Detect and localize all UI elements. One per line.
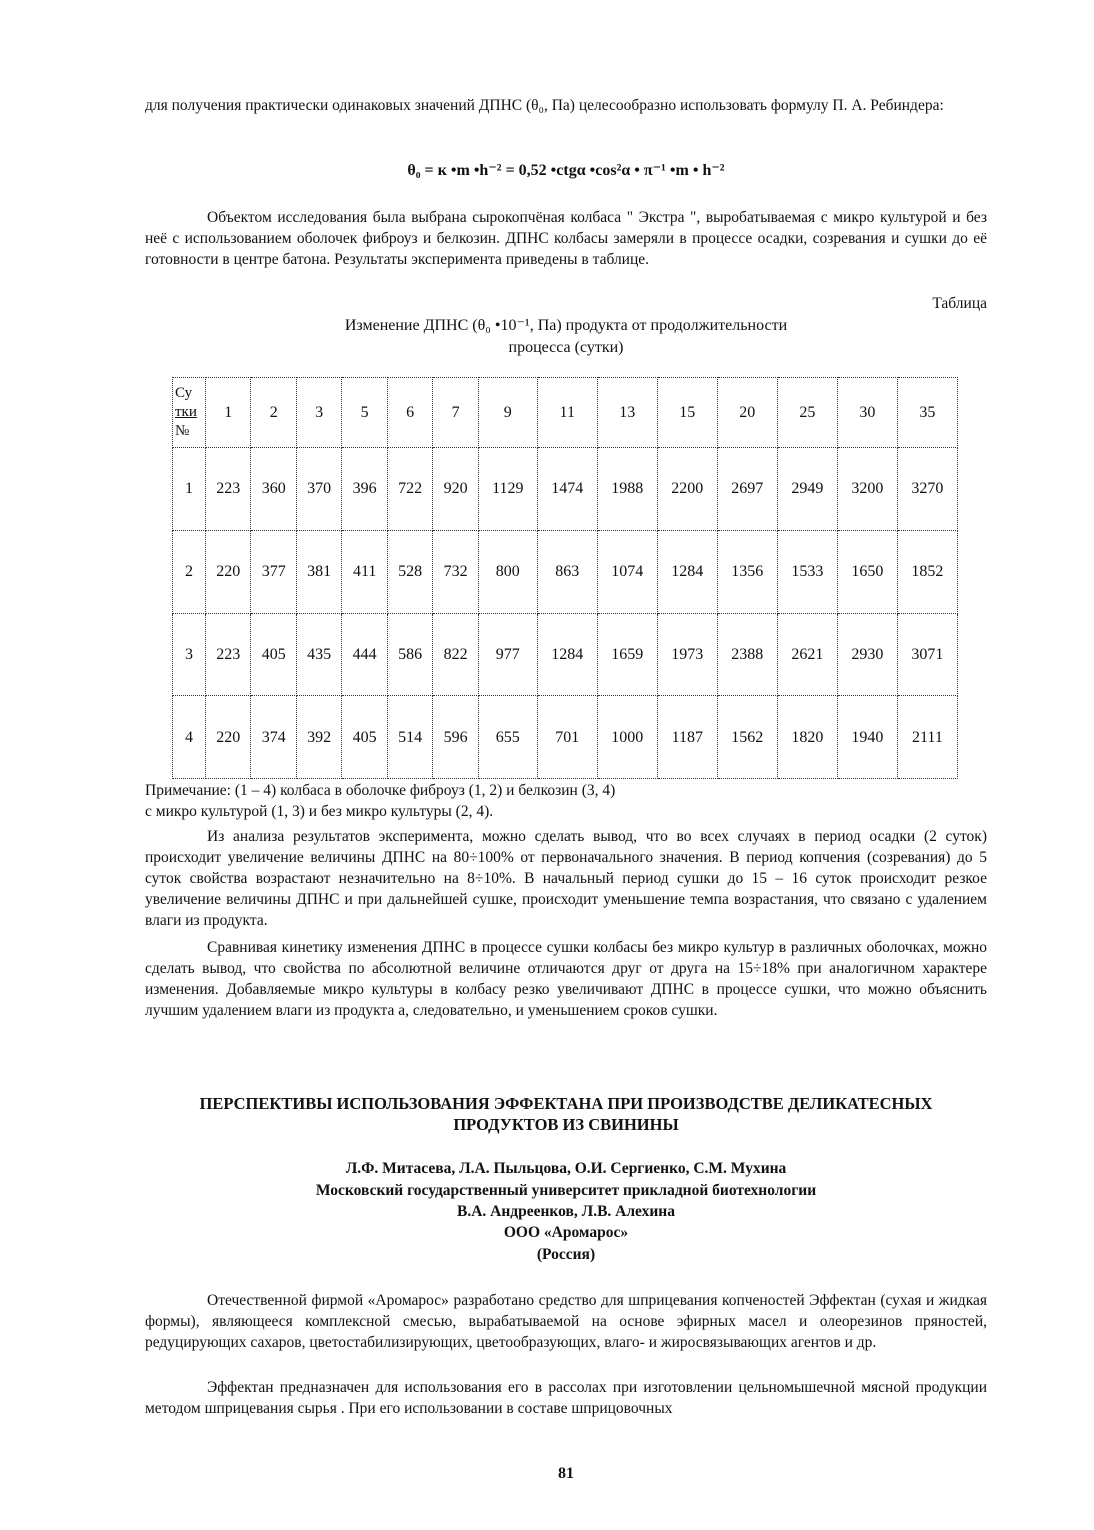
table-header-row (173, 378, 958, 448)
day-header: 9 (478, 378, 537, 448)
intro-text: для получения практически одинаковых значений ДПНС (θ₀, Па) целесообразно использовать формулу П. А. Ребиндера: (145, 97, 944, 114)
article-paragraph-2: Эффектан предназначен для использования его в рассолах при изготовлении цельномышечной мясной продукции методом шприцевания сырья . При его использовании в составе шприцовочных (145, 1379, 987, 1417)
day-header: 15 (657, 378, 717, 448)
table-cell: 1940 (837, 696, 897, 779)
affiliation-line1: Московский государственный университет прикладной биотехнологии (315, 1182, 817, 1199)
table-caption-line1: Изменение ДПНС (θ₀ •10⁻¹, Па) продукта от продолжительности (344, 317, 788, 334)
table-cell: 2697 (717, 448, 777, 531)
table-note-line1: Примечание: (1 – 4) колбаса в оболочке фиброуз (1, 2) и белкозин (3, 4) (145, 782, 616, 799)
analysis-paragraph-1: Из анализа результатов эксперимента, можно сделать вывод, что во всех случаях в период осадки (2 суток) происходит увеличение величины ДПНС на 80÷100% от первоначального значения. В период копчения (созревания) до 5 суток свойства возрастают незначительно на 8÷10%. В начальный период сушки до 15 – 16 суток происходит резкое увеличение величины ДПНС и при дальнейшей сушке, происходит уменьшение темпа возрастания, что связано с удалением влаги из продукта. (145, 828, 987, 929)
table-cell: 1820 (777, 696, 837, 779)
article-paragraph-1: Отечественной фирмой «Аромарос» разработано средство для шприцевания копченостей Эффектан (сухая и жидкая формы), являющееся комплексной смесью, вырабатываемой на основе эфирных масел и олеорезинов пряностей, редуцирующих сахаров, цветостабилизирующих, цветообразующих, влаго- и жиросвязывающих агентов и др. (145, 1292, 987, 1351)
country-line: (Россия) (536, 1246, 596, 1263)
rebinder-formula: θ₀ = к •m •h⁻² = 0,52 •ctgα •cos²α • π⁻¹ •m • h⁻² (407, 162, 725, 179)
table-cell: 1852 (897, 530, 957, 613)
table-row (173, 448, 958, 531)
authors-line2: В.А. Андреенков, Л.В. Алехина (457, 1203, 675, 1220)
day-header: 25 (777, 378, 837, 448)
table-row (173, 530, 958, 613)
table-cell: 1000 (597, 696, 657, 779)
table-caption-line2: процесса (сутки) (508, 339, 624, 356)
table-cell: 514 (387, 696, 432, 779)
table-cell: 1284 (657, 530, 717, 613)
table-cell: 223 (206, 613, 251, 696)
affiliation-line2: ООО «Аромарос» (503, 1224, 629, 1241)
table-cell: 863 (537, 530, 597, 613)
table-cell: 528 (387, 530, 432, 613)
table-cell: 3270 (897, 448, 957, 531)
table-cell: 405 (251, 613, 296, 696)
table-cell: 732 (433, 530, 478, 613)
table-cell: 822 (433, 613, 478, 696)
table-cell: 1988 (597, 448, 657, 531)
corner-cell (173, 378, 206, 448)
table-cell: 435 (296, 613, 341, 696)
table-cell: 381 (296, 530, 341, 613)
table-cell: 360 (251, 448, 296, 531)
table-cell: 1129 (478, 448, 537, 531)
table-cell: 405 (342, 696, 387, 779)
table-cell: 1659 (597, 613, 657, 696)
table-cell: 800 (478, 530, 537, 613)
analysis-paragraph-2: Сравнивая кинетику изменения ДПНС в процессе сушки колбасы без микро культур в различных оболочках, можно сделать вывод, что свойства по абсолютной величине отличаются друг от друга на 15÷18% при аналогичном характере изменения. Добавляемые микро культуры в колбасу резко увеличивают ДПНС в процессе сушки, что можно объяснить лучшим удалением влаги из продукта а, следовательно, и уменьшением сроков сушки. (145, 939, 987, 1019)
table-cell: 586 (387, 613, 432, 696)
table-cell: 655 (478, 696, 537, 779)
day-header: 2 (251, 378, 296, 448)
table-cell: 377 (251, 530, 296, 613)
row-number: 3 (173, 613, 206, 696)
table-cell: 220 (206, 696, 251, 779)
day-header: 3 (296, 378, 341, 448)
table-cell: 2388 (717, 613, 777, 696)
table-cell: 1650 (837, 530, 897, 613)
table-note-line2: с микро культурой (1, 3) и без микро культуры (2, 4). (145, 803, 494, 820)
table-cell: 1474 (537, 448, 597, 531)
day-header: 7 (433, 378, 478, 448)
table-cell: 1973 (657, 613, 717, 696)
table-cell: 1356 (717, 530, 777, 613)
table-cell: 370 (296, 448, 341, 531)
day-header: 5 (342, 378, 387, 448)
table-cell: 396 (342, 448, 387, 531)
table-cell: 596 (433, 696, 478, 779)
table-cell: 444 (342, 613, 387, 696)
dpns-table (172, 377, 958, 779)
row-number: 1 (173, 448, 206, 531)
day-header: 6 (387, 378, 432, 448)
table-cell: 701 (537, 696, 597, 779)
day-header: 1 (206, 378, 251, 448)
table-cell: 392 (296, 696, 341, 779)
article-title-line1: ПЕРСПЕКТИВЫ ИСПОЛЬЗОВАНИЯ ЭФФЕКТАНА ПРИ ПРОИЗВОДСТВЕ ДЕЛИКАТЕСНЫХ (199, 1094, 933, 1113)
table-cell: 3071 (897, 613, 957, 696)
table-row (173, 696, 958, 779)
table-row (173, 613, 958, 696)
table-cell: 1562 (717, 696, 777, 779)
row-number: 2 (173, 530, 206, 613)
table-cell: 2930 (837, 613, 897, 696)
table-cell: 2949 (777, 448, 837, 531)
day-header: 30 (837, 378, 897, 448)
intro-paragraph: Объектом исследования была выбрана сырокопчёная колбаса " Экстра ", выробатываемая с микро культурой и без неё с использованием оболочек фиброуз и белкозин. ДПНС колбасы замеряли в процессе осадки, созревания и сушки до её готовности в центре батона. Результаты эксперимента приведены в таблице. (145, 209, 987, 268)
table-cell: 1284 (537, 613, 597, 696)
table-cell: 1533 (777, 530, 837, 613)
table-cell: 1074 (597, 530, 657, 613)
table-cell: 2111 (897, 696, 957, 779)
table-cell: 220 (206, 530, 251, 613)
row-number: 4 (173, 696, 206, 779)
table-cell: 374 (251, 696, 296, 779)
table-cell: 722 (387, 448, 432, 531)
day-header: 13 (597, 378, 657, 448)
corner-line2: тки (175, 404, 197, 420)
table-cell: 920 (433, 448, 478, 531)
table-label: Таблица (932, 295, 987, 312)
table-cell: 223 (206, 448, 251, 531)
table-cell: 1187 (657, 696, 717, 779)
day-header: 11 (537, 378, 597, 448)
table-cell: 2621 (777, 613, 837, 696)
day-header: 35 (897, 378, 957, 448)
table-cell: 977 (478, 613, 537, 696)
day-header: 20 (717, 378, 777, 448)
corner-line3: № (175, 423, 190, 439)
article-title-line2: ПРОДУКТОВ ИЗ СВИНИНЫ (453, 1115, 679, 1134)
table-cell: 2200 (657, 448, 717, 531)
page-number: 81 (558, 1465, 574, 1482)
table-cell: 3200 (837, 448, 897, 531)
authors-line1: Л.Ф. Митасева, Л.А. Пыльцова, О.И. Сергиенко, С.М. Мухина (345, 1160, 787, 1177)
table-cell: 411 (342, 530, 387, 613)
corner-line1: Су (175, 385, 193, 401)
